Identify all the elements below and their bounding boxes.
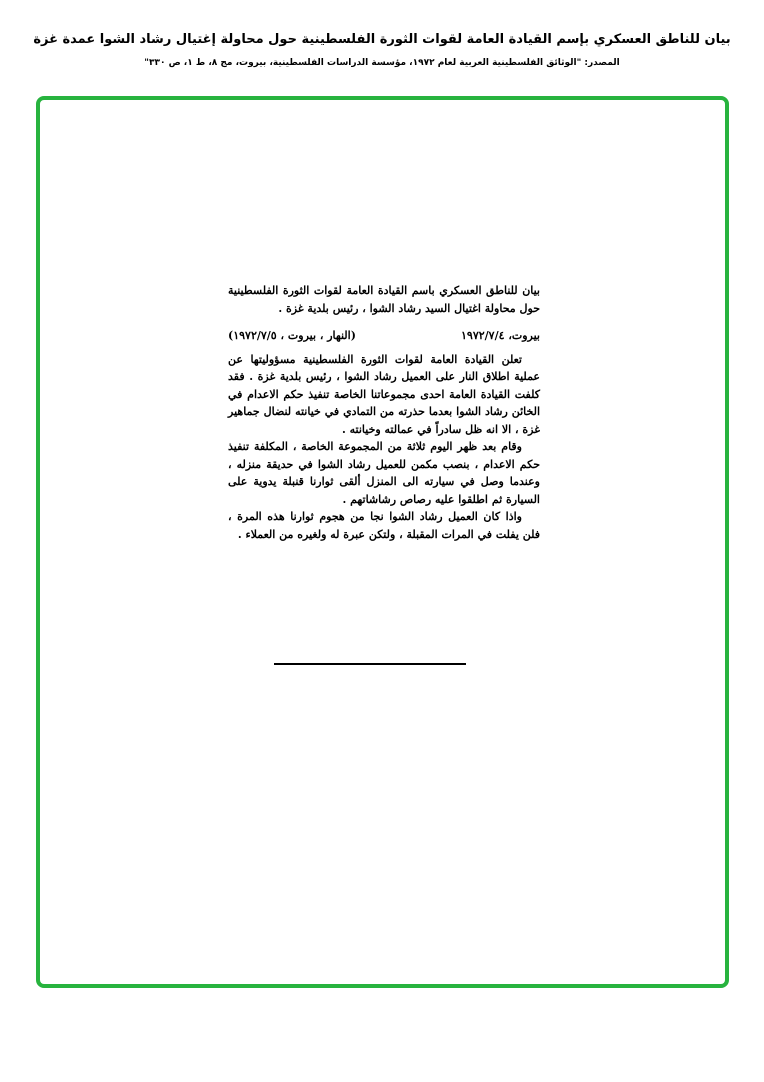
source-citation: المصدر: "الوثائق الفلسطينية العربية لعام ١٩٧٢، مؤسسة الدراسات الفلسطينية، بيروت، مج ٨، ط ١، ص ٣٣٠" bbox=[144, 58, 620, 68]
end-rule bbox=[274, 663, 466, 665]
paragraph-2: وقام بعد ظهر اليوم ثلاثة من المجموعة الخاصة ، المكلفة تنفيذ حكم الاعدام ، بنصب مكمن للعميل رشاد الشوا في حديقة منزله ، وعندما وصل في سيارته الى المنزل ألقى ثوارنا قنبلة يدوية على السيارة ثم اطلقوا عليه رصاص رشاشاتهم . bbox=[228, 440, 540, 506]
document-title: بيان للناطق العسكري باسم القيادة العامة لقوات الثورة الفلسطينية حول محاولة اغتيال السيد رشاد الشوا ، رئيس بلدية غزة . bbox=[228, 284, 540, 315]
dateline bbox=[228, 327, 540, 345]
page-title: بيان للناطق العسكري بإسم القيادة العامة لقوات الثورة الفلسطينية حول محاولة إغتيال رشاد الشوا عمدة غزة bbox=[33, 32, 731, 47]
document-body bbox=[228, 282, 540, 543]
paragraph-3: واذا كان العميل رشاد الشوا نجا من هجوم ثوارنا هذه المرة ، فلن يفلت في المرات المقبلة ، ولتكن عبرة له ولغيره من العملاء . bbox=[228, 510, 540, 541]
document-reference: (النهار ، بيروت ، ١٩٧٢/٧/٥) bbox=[228, 329, 356, 342]
paragraph-1: تعلن القيادة العامة لقوات الثورة الفلسطينية مسؤوليتها عن عملية اطلاق النار على العميل رشاد الشوا ، رئيس بلدية غزة . فقد كلفت القيادة العامة احدى مجموعاتنا الخاصة تنفيذ حكم الاعدام في الخائن رشاد الشوا بعدما حذرته من التمادي في خيانته لنضال جماهير غزة ، الا انه ظل سادراً في عمالته وخيانته . bbox=[228, 352, 540, 436]
document-date: بيروت، ١٩٧٢/٧/٤ bbox=[461, 329, 540, 342]
